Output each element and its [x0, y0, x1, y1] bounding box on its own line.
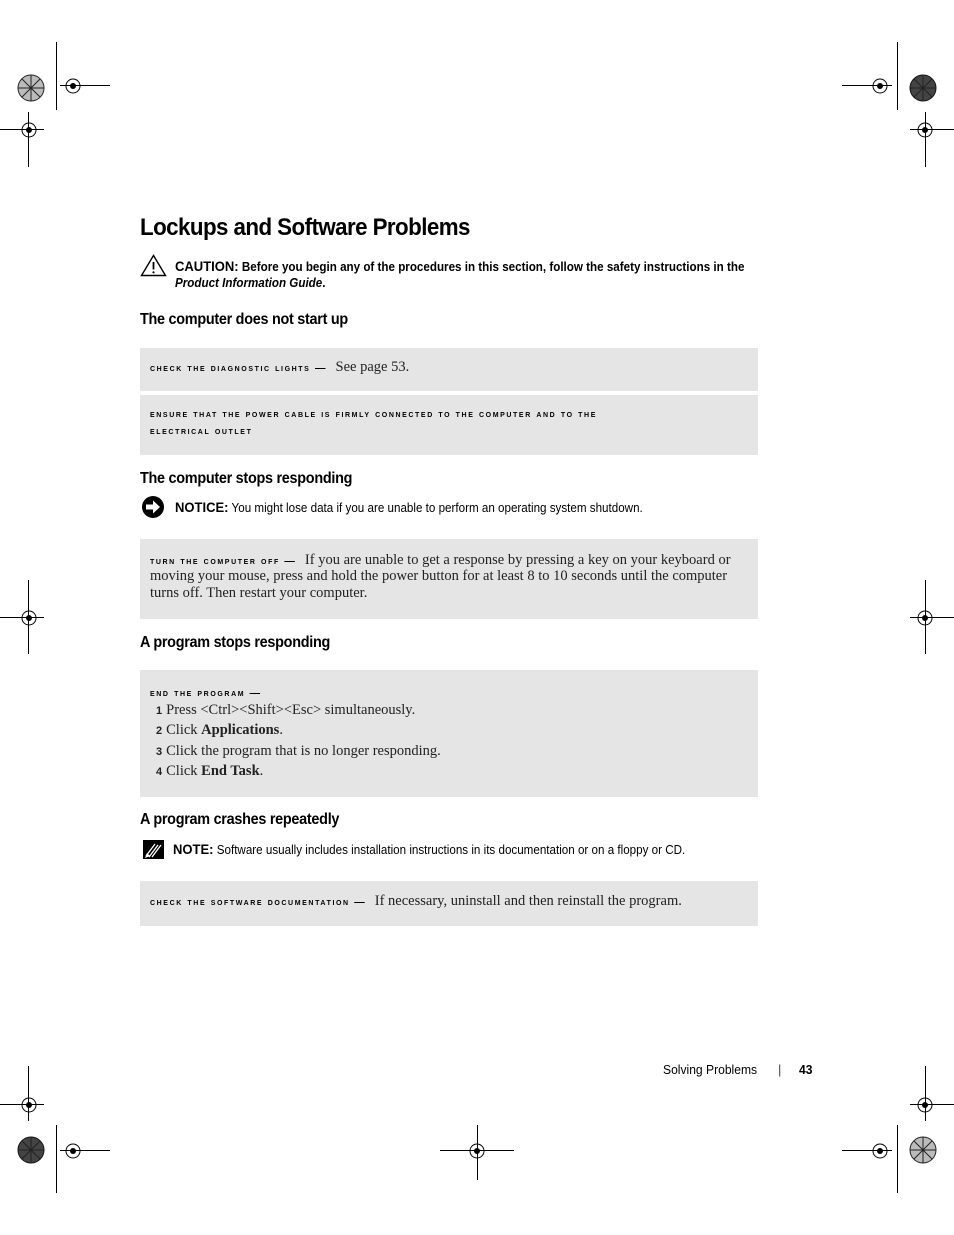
step-item — [156, 722, 283, 739]
registration-target-icon — [869, 75, 891, 97]
step-post: . — [279, 722, 283, 738]
step-item — [156, 743, 441, 760]
box-title-line2: electrical outlet — [150, 425, 253, 437]
notice-note — [175, 499, 643, 515]
step-post: . — [259, 763, 264, 779]
box-text-line3: turns off. Then restart your computer. — [150, 585, 368, 601]
caution-period: . — [322, 276, 326, 290]
software-note — [173, 841, 685, 857]
notice-text: You might lose data if you are unable to perform an operating system shutdown. — [231, 501, 643, 515]
step-text: Click — [166, 722, 202, 738]
section-heading-crashes: A program crashes repeatedly — [140, 811, 340, 828]
registration-target-icon — [914, 607, 936, 629]
registration-target-icon — [18, 119, 40, 141]
sunburst-mark-icon — [909, 1136, 937, 1164]
caution-note-line2 — [175, 276, 326, 290]
step-number: 4 — [156, 766, 163, 778]
section-heading-not-start: The computer does not start up — [140, 311, 348, 328]
section-heading-program-stops: A program stops responding — [140, 634, 331, 651]
box-title: end the program — — [150, 687, 262, 699]
troubleshoot-box-diagnostic-lights — [140, 348, 758, 391]
step-number: 1 — [156, 705, 163, 717]
page-title: Lockups and Software Problems — [140, 214, 470, 241]
caution-triangle-icon — [140, 254, 167, 277]
registration-target-icon — [62, 75, 84, 97]
caution-label: CAUTION: — [175, 258, 239, 274]
box-text: See page 53. — [335, 359, 410, 375]
box-text-line1: If you are unable to get a response by pressing a key on your keyboard or — [304, 552, 731, 568]
notice-label: NOTICE: — [175, 499, 229, 515]
registration-target-icon — [914, 119, 936, 141]
troubleshoot-box-end-program — [140, 670, 758, 797]
registration-target-icon — [914, 1094, 936, 1116]
note-text: Software usually includes installation instructions in its documentation or on a floppy or CD. — [216, 843, 686, 857]
step-text: Click the program that is no longer responding. — [166, 743, 441, 759]
troubleshoot-box-power-cable — [140, 395, 758, 455]
registration-target-icon — [62, 1140, 84, 1162]
section-heading-stops-responding: The computer stops responding — [140, 470, 353, 487]
box-title: check the diagnostic lights — — [150, 362, 328, 374]
step-text: Press <Ctrl><Shift><Esc> simultaneously. — [166, 702, 416, 718]
box-title: check the software documentation — — [150, 896, 367, 908]
sunburst-mark-icon — [17, 1136, 45, 1164]
box-text: If necessary, uninstall and then reinstall the program. — [374, 893, 682, 909]
note-label: NOTE: — [173, 841, 214, 857]
product-information-guide: Product Information Guide — [175, 276, 323, 290]
page-number: 43 — [799, 1062, 813, 1077]
troubleshoot-box-turn-off — [140, 539, 758, 619]
step-number: 3 — [156, 746, 163, 758]
box-text-line2: moving your mouse, press and hold the power button for at least 8 to 10 seconds until the computer — [150, 568, 728, 584]
troubleshoot-box-software-docs — [140, 881, 758, 926]
step-item — [156, 702, 415, 719]
step-item — [156, 763, 263, 780]
box-title-line1: ensure that the power cable is firmly connected to the computer and to the — [150, 408, 597, 420]
note-pencil-icon — [142, 839, 165, 860]
step-text: Click — [166, 763, 202, 779]
registration-target-icon — [18, 1094, 40, 1116]
registration-target-icon — [869, 1140, 891, 1162]
sunburst-mark-icon — [17, 74, 45, 102]
caution-note — [175, 258, 744, 274]
notice-arrow-icon — [141, 495, 165, 519]
caution-text: Before you begin any of the procedures in this section, follow the safety instructions in the — [241, 260, 745, 274]
box-title: turn the computer off — — [150, 555, 297, 567]
registration-target-icon — [466, 1140, 488, 1162]
sunburst-mark-icon — [909, 74, 937, 102]
step-number: 2 — [156, 725, 163, 737]
footer-section-name: Solving Problems — [663, 1062, 758, 1077]
registration-target-icon — [18, 607, 40, 629]
step-bold: End Task — [201, 763, 260, 779]
footer-separator: | — [778, 1062, 782, 1077]
step-bold: Applications — [201, 722, 280, 738]
